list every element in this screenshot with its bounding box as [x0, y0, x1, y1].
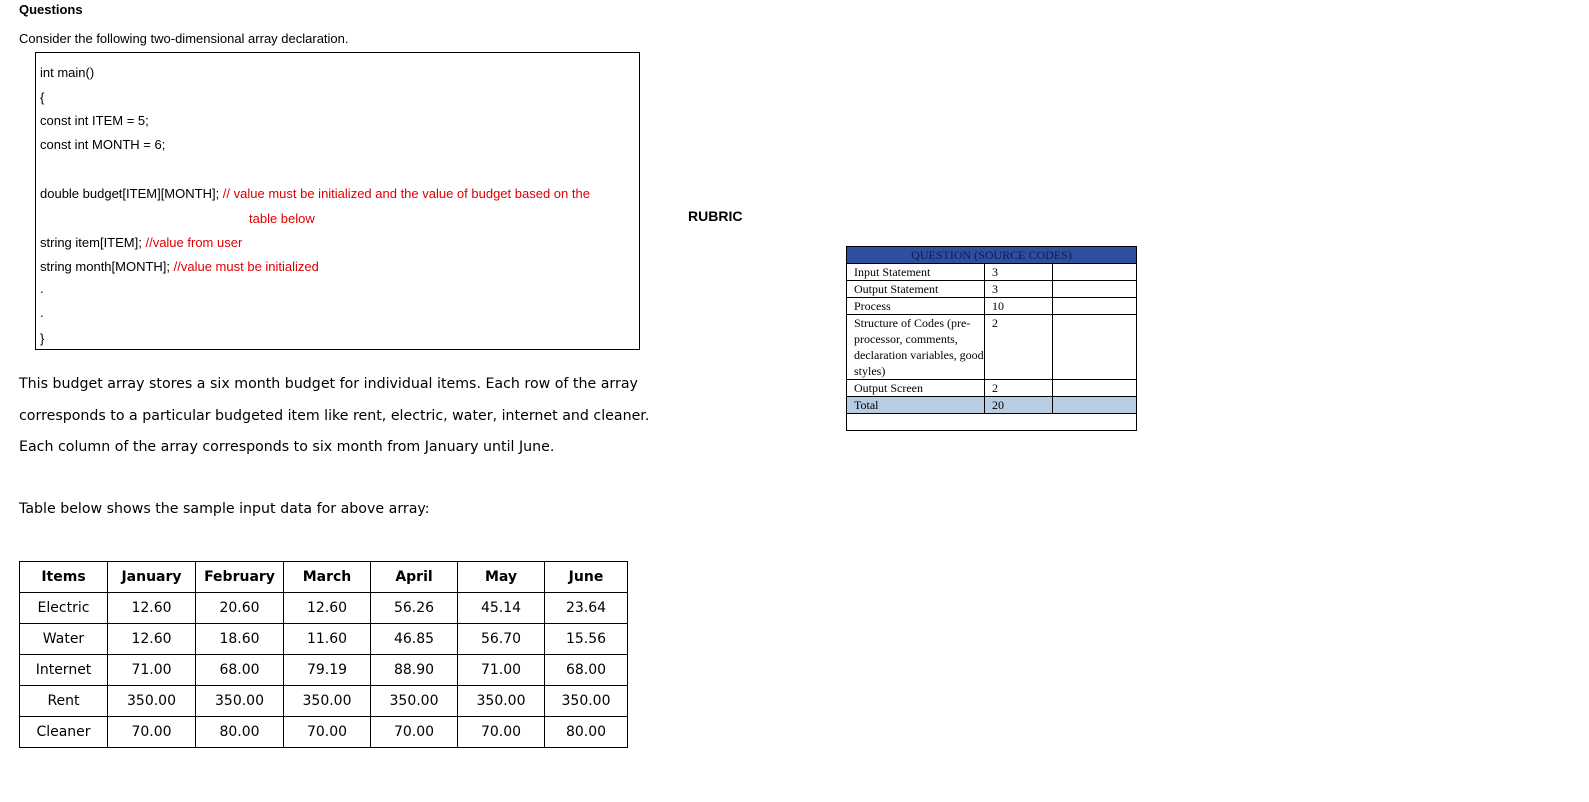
budget-comment: // value must be initialized and the value of budget based on the — [222, 186, 590, 201]
item-comment: //value from user — [145, 235, 243, 250]
table-cell: Water — [20, 624, 108, 655]
table-cell: 70.00 — [108, 717, 196, 748]
rubric-header-row — [847, 247, 1137, 264]
rubric-empty-cell — [1053, 380, 1137, 397]
table-cell: 70.00 — [371, 717, 458, 748]
column-header: February — [196, 562, 284, 593]
table-cell: 88.90 — [371, 655, 458, 686]
table-cell: 80.00 — [196, 717, 284, 748]
description-line-1: This budget array stores a six month budget for individual items. Each row of the array — [19, 376, 638, 392]
rubric-marks: 3 — [985, 281, 1053, 298]
description-line-3: Each column of the array corresponds to six month from January until June. — [19, 439, 555, 455]
table-row — [20, 717, 628, 748]
table-cell: 15.56 — [545, 624, 628, 655]
rubric-empty-cell — [1053, 315, 1137, 380]
table-cell: 350.00 — [545, 686, 628, 717]
table-cell: 23.64 — [545, 593, 628, 624]
column-header: January — [108, 562, 196, 593]
rubric-marks: 2 — [985, 315, 1053, 380]
table-cell: 70.00 — [458, 717, 545, 748]
page-heading: Questions — [19, 2, 83, 17]
column-header: April — [371, 562, 458, 593]
code-line-main: int main() — [40, 65, 95, 80]
code-line-dot: . — [40, 281, 44, 296]
rubric-total-label: Total — [847, 397, 985, 414]
month-declaration: string month[MONTH]; — [40, 259, 174, 274]
item-declaration: string item[ITEM]; — [40, 235, 146, 250]
table-cell: 350.00 — [284, 686, 371, 717]
column-header: May — [458, 562, 545, 593]
table-cell: Internet — [20, 655, 108, 686]
table-row — [20, 593, 628, 624]
rubric-total-marks: 20 — [985, 397, 1053, 414]
table-cell: 68.00 — [545, 655, 628, 686]
table-cell: 80.00 — [545, 717, 628, 748]
rubric-empty-cell — [1053, 264, 1137, 281]
budget-declaration: double budget[ITEM][MONTH]; — [40, 186, 223, 201]
code-line-const-item: const int ITEM = 5; — [40, 113, 149, 128]
rubric-row — [847, 315, 1137, 380]
rubric-row — [847, 281, 1137, 298]
code-box — [35, 52, 640, 350]
rubric-marks: 2 — [985, 380, 1053, 397]
table-cell: 45.14 — [458, 593, 545, 624]
rubric-empty-cell — [1053, 397, 1137, 414]
table-cell: 56.70 — [458, 624, 545, 655]
rubric-criterion: Output Screen — [847, 380, 985, 397]
table-cell: 68.00 — [196, 655, 284, 686]
table-row — [20, 655, 628, 686]
rubric-criterion: Process — [847, 298, 985, 315]
rubric-criterion: Output Statement — [847, 281, 985, 298]
table-cell: 12.60 — [108, 624, 196, 655]
code-line-budget — [40, 186, 590, 201]
code-line-month — [40, 259, 319, 274]
code-line-const-month: const int MONTH = 6; — [40, 137, 166, 152]
column-header: Items — [20, 562, 108, 593]
table-cell: 12.60 — [284, 593, 371, 624]
column-header: June — [545, 562, 628, 593]
table-cell: 18.60 — [196, 624, 284, 655]
table-cell: 46.85 — [371, 624, 458, 655]
month-comment: //value must be initialized — [173, 259, 319, 274]
table-cell: 20.60 — [196, 593, 284, 624]
rubric-criterion: Structure of Codes (pre-processor, comments, declaration variables, good styles) — [847, 315, 985, 380]
table-intro: Table below shows the sample input data for above array: — [19, 501, 430, 517]
rubric-marks: 10 — [985, 298, 1053, 315]
table-cell: Electric — [20, 593, 108, 624]
table-cell: 70.00 — [284, 717, 371, 748]
rubric-total-row — [847, 397, 1137, 414]
code-line-open-brace: { — [40, 90, 45, 105]
rubric-blank-row — [847, 414, 1137, 431]
rubric-row — [847, 298, 1137, 315]
rubric-criterion: Input Statement — [847, 264, 985, 281]
table-row — [20, 686, 628, 717]
rubric-table — [846, 246, 1137, 431]
rubric-empty-cell — [1053, 281, 1137, 298]
table-cell: Cleaner — [20, 717, 108, 748]
rubric-empty-cell — [847, 414, 1137, 431]
rubric-header: QUESTION (SOURCE CODES) — [847, 247, 1137, 264]
column-header: March — [284, 562, 371, 593]
code-line-item — [40, 235, 242, 250]
rubric-row — [847, 264, 1137, 281]
rubric-row — [847, 380, 1137, 397]
rubric-empty-cell — [1053, 298, 1137, 315]
table-cell: Rent — [20, 686, 108, 717]
table-row — [20, 624, 628, 655]
description-line-2: corresponds to a particular budgeted item like rent, electric, water, internet and cleaner. — [19, 408, 650, 424]
code-line-close-brace: } — [40, 331, 45, 346]
table-cell: 350.00 — [196, 686, 284, 717]
table-cell: 350.00 — [108, 686, 196, 717]
table-cell: 350.00 — [371, 686, 458, 717]
table-cell: 11.60 — [284, 624, 371, 655]
table-cell: 56.26 — [371, 593, 458, 624]
table-cell: 71.00 — [108, 655, 196, 686]
intro-text: Consider the following two-dimensional array declaration. — [19, 31, 349, 46]
table-cell: 12.60 — [108, 593, 196, 624]
table-cell: 79.19 — [284, 655, 371, 686]
budget-comment-continued: table below — [249, 211, 315, 226]
code-line-dot: . — [40, 305, 44, 320]
sample-data-table — [19, 561, 628, 748]
table-cell: 71.00 — [458, 655, 545, 686]
rubric-title: RUBRIC — [688, 208, 743, 224]
rubric-marks: 3 — [985, 264, 1053, 281]
table-header-row — [20, 562, 628, 593]
table-cell: 350.00 — [458, 686, 545, 717]
